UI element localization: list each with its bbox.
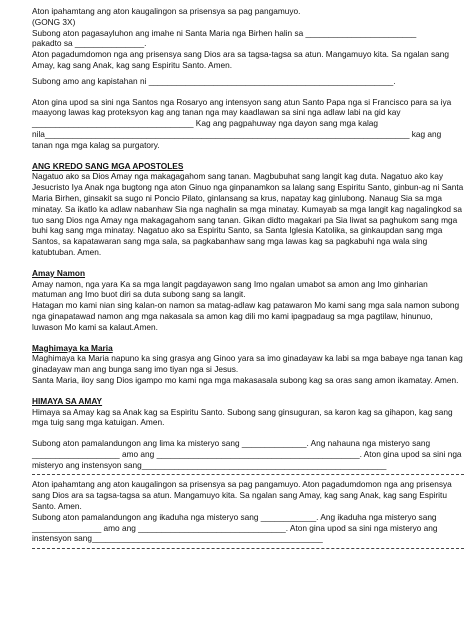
intro-line-1: Aton ipahamtang ang aton kaugalingon sa prisensya sa pag pangamuyo. [32,6,301,16]
kredo-body: Nagatuo ako sa Dios Amay nga makagagahom sang tanan. Magbubuhat sang langit kag duta. Nagatuo ako kay Jesucristo Iya Anak nga bugtong nga aton Ginuo nga ginpanamkon sa lalang sang Espiritu Santo, ginbun-ag ni Santa Maria Birhen, ginsakit sa sugo ni Poncio Pilato, ginlansang sa krus, napatay kag ginlubong. Nanaug Sia sa mga minatay. Sa ikatlo ka adlaw nabanhaw Sia nga naghalin sa mga minatay. Kumayab sa mga langit kag nagalingkod sa tuo sang Dios nga Amay nga makagagahom sang tanan. Gikan didto magakari pa Sia liwat sa paghukom sang mga buhi kag sang mga minatay. Nagatuo ako sa Espiritu Santo, sa Santa Iglesia Katolika, sa ginkaupdan sang mga Santos, sa kapatawaran sang mga sala, sa pagkabanhaw sang mga lawas kag sa pagkabuhi nga wala sing katubtuban. Amen. [32,171,464,257]
section-divider [32,474,464,475]
himaya-body: Himaya sa Amay kag sa Anak kag sa Espiritu Santo. Subong sang ginsuguran, sa karon kag sa gihapon, kag sang mga tuig sang mga katuigan. Amen. [32,406,453,428]
section-divider-bottom [32,548,464,549]
misteryo-1-paragraph: Subong aton pamalandungon ang lima ka misteryo sang ______________. Ang nahauna nga misteryo sang ___________________ amo ang ____________________________________________. Aton gina upod sa sini nga misteryo ang instensyon sang_____________________________________________________ [32,438,462,470]
intro-line-3: Subong aton pagasayluhon ang imahe ni Santa Maria nga Birhen halin sa ________________________ pakadto sa _______________. [32,27,417,49]
maghimaya-body: Maghimaya ka Maria napuno ka sing grasya ang Ginoo yara sa imo ginadayaw ka labi sa mga babaye nga tanan kag ginadayaw man ang bunga sang imo tiyan nga si Jesus. Santa Maria, iloy sang Dios igampo mo kami nga mga makasasala subong kag sa oras sang amon ikamatay. Amen. [32,353,463,385]
amay-namon-body: Amay namon, nga yara Ka sa mga langit pagdayawon sang Imo ngalan umabot sa amon ang Imo ginharian matuman ang Imo buot diri sa duta subong sang sa langit. Hatagan mo kami nian sing kalan-on namon sa matag-adlaw kag patawaron Mo kami sang mga sala namon subong nga ginapatawad namon ang mga nakasala sa amon kag dili mo kami ipagpadaug sa mga pagtilaw, hinunuo, luwason Mo kami sa kalaut.Amen. [32,278,460,332]
gong-note: (GONG 3X) [32,16,76,27]
kredo-title: ANG KREDO SANG MGA APOSTOLES [32,160,184,171]
intention-paragraph: Aton gina upod sa sini nga Santos nga Rosaryo ang intensyon sang atun Santo Papa nga si Francisco para sa iya maayong lawas kag proteksyon kag ang tanan nga may kaadlawan sa sini nga adlaw labi na gid kay ___________________________________ Kag ang pagpahuway nga dayon sang mga kalag nila_______________________________________________________________________________ kag ang tanan nga mga kalag sa purgatory. [32,96,452,150]
maghimaya-title: Maghimaya ka Maria [32,342,113,353]
intro-line-4: Aton pagadumdomon nga ang prisensya sang Dios ara sa tagsa-tagsa sa atun. Mangamuyo kita. Sa ngalan sang Amay, kag sang Anak, kag sang Espiritu Santo. Amen. [32,49,449,70]
amay-namon-title: Amay Namon [32,267,86,278]
kapistahan-line: Subong amo ang kapistahan ni _____________________________________________________. [32,75,396,86]
himaya-title: HIMAYA SA AMAY [32,395,103,406]
section-2-intro: Aton ipahamtang ang aton kaugalingon sa prisensya sa pag pangamuyo. Aton pagadumdomon nga ang prisensya sang Dios ara sa tagsa-tagsa sa atun. Mangamuyo kita. Sa ngalan sang Amay, kag sang Anak, kag sang Espiritu Santo. Amen. [32,479,452,512]
misteryo-2-paragraph: Subong aton pamalandungon ang ikaduha nga misteryo sang ____________. Ang ikaduha nga misteryo sang _______________ amo ang ________________________________. Aton gina upod sa sini nga misteryo ang instensyon sang__________________________________________________ [32,511,438,544]
